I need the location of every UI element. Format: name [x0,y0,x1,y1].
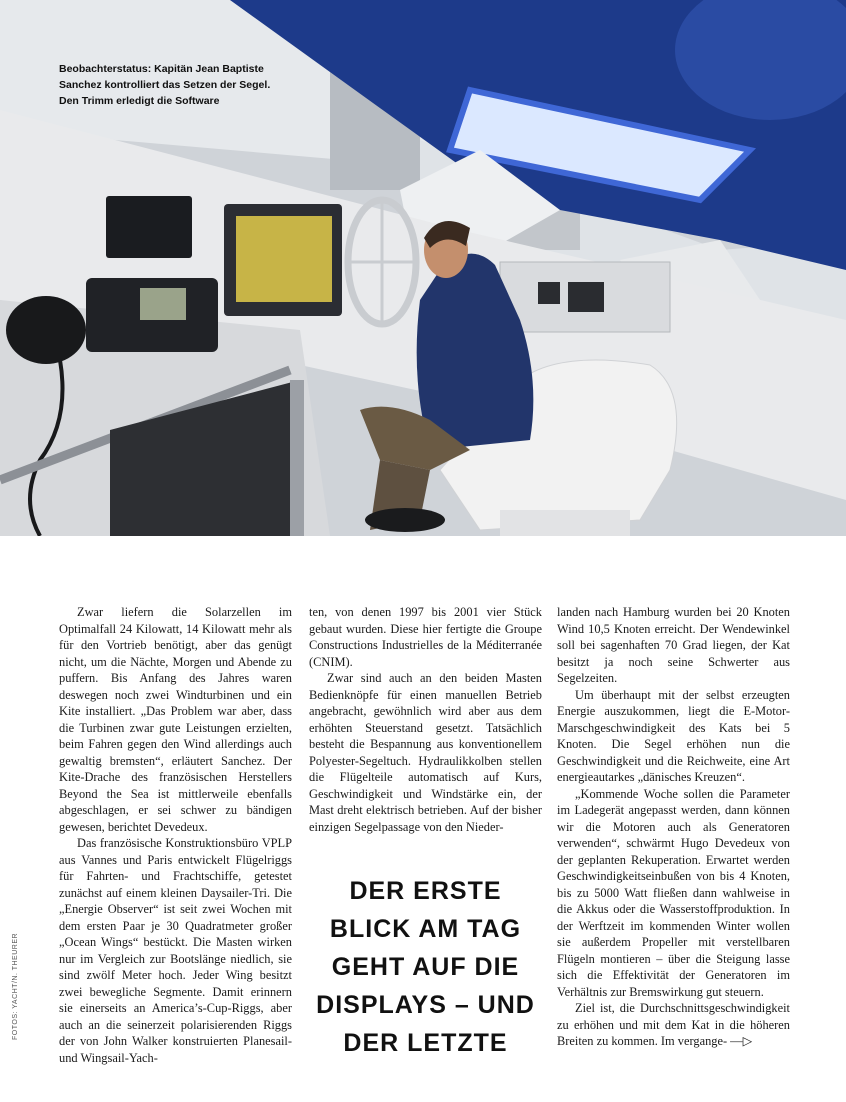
paragraph: Ziel ist, die Durchschnittsgeschwindigkeit zu erhöhen und mit dem Kat in die höheren Breiten zu kommen. Im vergange- —▷ [557,1001,790,1048]
photo-caption [59,61,274,109]
caption-line: Den Trimm erledigt die Software [59,95,220,107]
text-column-3 [557,604,790,1050]
photo-credit: FOTOS: YACHT/N. THEURER [12,932,19,1040]
paragraph: Um überhaupt mit der selbst erzeugten Energie auszukommen, liegt die E-Motor-Marschgeschwindigkeit des Kats bei 5 Knoten. Die Segel erhöhen nun die Geschwindigkeit und die Reichweite, eine Art energieautarkes „dänisches Kreuzen“. [557,687,790,784]
pull-quote-line: DER ERSTE [349,877,502,905]
text-column-2 [309,604,542,835]
paragraph: ten, von denen 1997 bis 2001 vier Stück gebaut wurden. Diese hier fertigte die Groupe Constructions Industrielles de la Méditerranée (CNIM). [309,605,542,669]
paragraph: Das französische Konstruktionsbüro VPLP aus Vannes und Paris entwickelt Flügelriggs für Fahrten- und Frachtschiffe, getestet zunächst auf einem kleinen Daysailer-Tri. Die „Energie Observer“ ist seit zwei Wochen mit dem ersten Paar je 30 Quadratmeter großer „Ocean Wings“ bestückt. Die Masten wirken nur im Vergleich zur Bootslänge niedlich, sie sind zwölf Meter hoch. Jeder Wing besitzt zwei bewegliche Segmente. Damit erinnern sie einerseits an America’s-Cup-Riggs, aber auch an die seinerzeit polarisierenden Riggs der von John Walker konstruierten Planesail- und Wingsail-Yach- [59,836,292,1065]
text-column-1 [59,604,292,1066]
caption-line: Beobachterstatus: Kapitän Jean Baptiste [59,63,264,75]
paragraph: Zwar sind auch an den beiden Masten Bedienknöpfe für einen manuellen Betrieb angebracht, gewöhnlich wird aber aus dem erhöhten Steuerstand gesetzt. Tatsächlich besteht die Bespannung aus konventionellem Polyester-Segeltuch. Hydraulikkolben stellen die Flügelteile automatisch auf Kurs, Geschwindigkeit und Windstärke ein, der Mast dreht elektrisch betrieben. Auf der bisher einzigen Segelpassage von den Nieder- [309,671,542,834]
pull-quote-line: BLICK AM TAG [329,915,522,943]
pull-quote-line: DISPLAYS – UND [316,991,535,1019]
paragraph: landen nach Hamburg wurden bei 20 Knoten Wind 10,5 Knoten erreicht. Der Wendewinkel soll bei sagenhaften 70 Grad liegen, der Kat besitzt ja noch seine Schwerter aus Segelzeiten. [557,605,790,685]
pull-quote [309,872,542,1062]
pull-quote-line: GEHT AUF DIE [331,953,520,981]
pull-quote-line: DER LETZTE [343,1029,508,1057]
cockpit-photo [0,0,846,536]
paragraph: „Kommende Woche sollen die Parameter im Ladegerät angepasst werden, dann können wir die Motoren auch als Generatoren verwenden“, schwärmt Hugo Devedeux von der geplanten Rekuperation. Erwartet werden Geschwindigkeitseinbußen von bis 4 Knoten, bis zu 5000 Watt fließen dann wahlweise in die Akkus oder die Wasserstoffproduktion. In der Werftzeit im kommenden Winter wollen sie außerdem Propeller mit verstellbaren Flügeln montieren – über die Steigung lasse sich die Effektivität der Generatoren im Verhältnis zur Bremswirkung gut steuern. [557,786,790,999]
paragraph: Zwar liefern die Solarzellen im Optimalfall 24 Kilowatt, 14 Kilowatt mehr als für den Vortrieb benötigt, aber das genügt nicht, um die Nächte, Morgen und Abende zu puffern. Bis Anfang des Jahres waren deswegen noch zwei Windturbinen und ein Kite installiert. „Das Problem war aber, dass die Turbinen zwar gute Leistungen erzielten, beim Fahren gegen den Wind allerdings auch gewaltig bremsten“, erläutert Sanchez. Der Kite-Drache des französischen Herstellers Beyond the Sea ist mittlerweile ebenfalls abgeschlagen, er sei schwer zu bändigen gewesen, berichtet Devedeux. [59,605,292,834]
caption-line: Sanchez kontrolliert das Setzen der Segel. [59,79,271,91]
